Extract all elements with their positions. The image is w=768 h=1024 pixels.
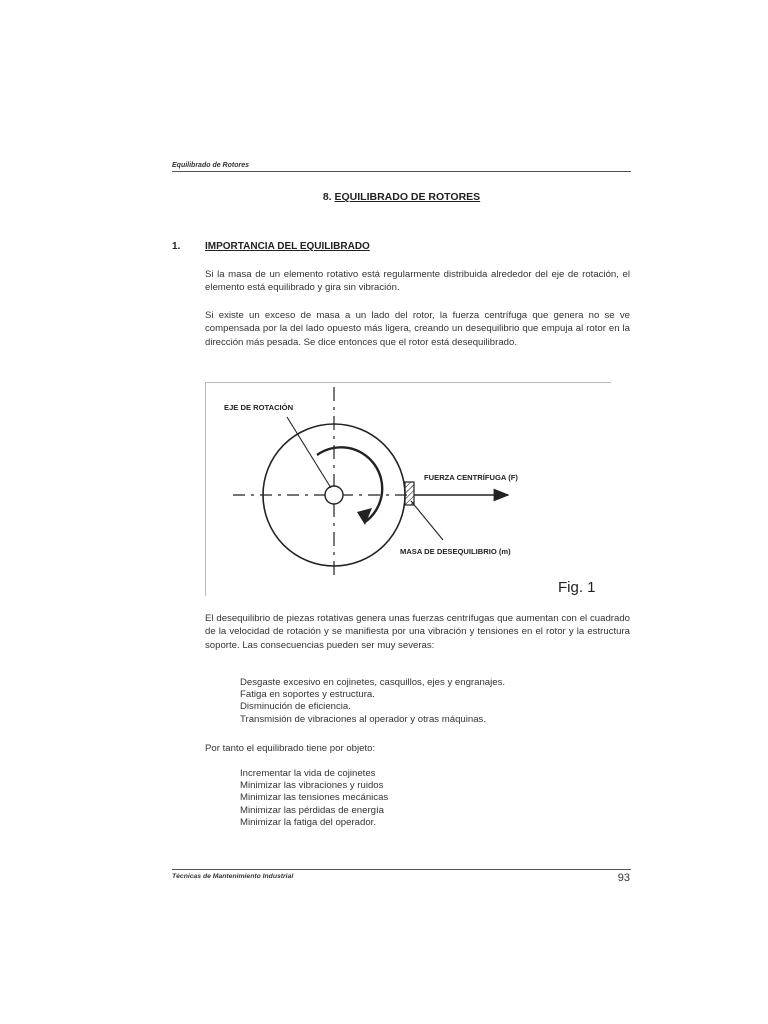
- rotor-diagram: [205, 382, 611, 596]
- paragraph-2: Si existe un exceso de masa a un lado del rotor, la fuerza centrífuga que genera no se ve compensada por la del lado opuesto más ligera, creando un desequilibrio que empuja al rotor en la dirección más pesada. Se dice entonces que el rotor está desequilibrado.: [205, 310, 630, 348]
- chapter-number: 8.: [322, 191, 332, 203]
- list-item: Disminución de eficiencia.: [240, 701, 351, 713]
- figure-caption: Fig. 1: [558, 579, 596, 596]
- rotation-arrow: [317, 447, 382, 522]
- section-number: 1.: [172, 241, 181, 252]
- label-rotation-axis: EJE DE ROTACIÓN: [224, 403, 294, 412]
- list-item: Fatiga en soportes y estructura.: [240, 689, 375, 701]
- shaft-hole: [325, 486, 343, 504]
- mass-leader-line: [411, 501, 443, 540]
- label-unbalance-mass: MASA DE DESEQUILIBRIO (m): [400, 547, 511, 556]
- consequences-list: [240, 677, 505, 726]
- objectives-list: [240, 768, 388, 829]
- unbalance-mass: [405, 482, 414, 505]
- chapter-title: EQUILIBRADO DE ROTORES: [334, 191, 481, 203]
- paragraph-1: Si la masa de un elemento rotativo está regularmente distribuida alrededor del eje de rotación, el elemento está equilibrado y gira sin vibración.: [205, 269, 630, 294]
- header-rule: [172, 171, 631, 172]
- list-item: Minimizar las vibraciones y ruidos: [240, 780, 384, 792]
- footer-book-title: Técnicas de Mantenimiento Industrial: [172, 873, 294, 880]
- list-item: Desgaste excesivo en cojinetes, casquillos, ejes y engranajes.: [240, 677, 506, 688]
- axis-leader-line: [287, 417, 331, 488]
- paragraph-4: Por tanto el equilibrado tiene por objeto:: [205, 743, 376, 754]
- list-item: Incrementar la vida de cojinetes: [240, 768, 376, 779]
- section-title: IMPORTANCIA DEL EQUILIBRADO: [205, 241, 370, 252]
- list-item: Minimizar las pérdidas de energía: [240, 804, 384, 816]
- label-centrifugal-force: FUERZA CENTRÍFUGA (F): [424, 473, 518, 482]
- paragraph-3: El desequilibrio de piezas rotativas genera unas fuerzas centrífugas que aumentan con el cuadrado de la velocidad de rotación y se manifiesta por una vibración y tensiones en el rotor y la estructura soporte. Las consecuencias pueden ser muy severas:: [205, 613, 630, 651]
- list-item: Transmisión de vibraciones al operador y otras máquinas.: [240, 713, 487, 725]
- page-number: 93: [617, 872, 630, 884]
- chapter-heading: [172, 191, 631, 203]
- list-item: Minimizar las tensiones mecánicas: [240, 792, 389, 804]
- running-header: Equilibrado de Rotores: [172, 162, 250, 169]
- footer-rule: [172, 869, 631, 870]
- list-item: Minimizar la fatiga del operador.: [240, 816, 376, 828]
